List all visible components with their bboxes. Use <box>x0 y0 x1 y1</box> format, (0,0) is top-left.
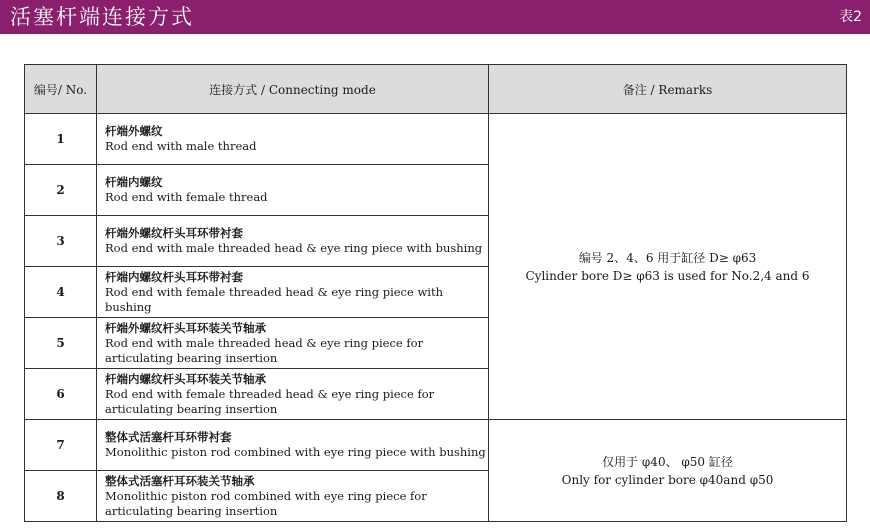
title-banner <box>0 0 870 34</box>
row-number: 2 <box>25 165 97 216</box>
row-number: 6 <box>25 369 97 420</box>
row-number: 7 <box>25 420 97 471</box>
header-mode: 连接方式 / Connecting mode <box>97 65 489 114</box>
mode-zh: 整体式活塞杆耳环带衬套 <box>105 430 232 444</box>
remark-zh: 编号 2、4、6 用于缸径 D≥ φ63 <box>578 250 757 265</box>
row-mode <box>97 471 489 522</box>
remark-zh: 仅用于 φ40、 φ50 缸径 <box>602 454 733 469</box>
mode-zh: 杆端外螺纹杆头耳环装关节轴承 <box>105 320 266 335</box>
mode-en: Rod end with female threaded head & eye ring piece for articulating bearing insertion <box>105 386 435 416</box>
row-mode <box>97 216 489 267</box>
mode-zh: 杆端外螺纹杆头耳环带衬套 <box>105 226 243 240</box>
table-tag: 表2 <box>839 9 862 25</box>
remark-cell <box>489 114 847 420</box>
row-mode <box>97 114 489 165</box>
mode-zh: 杆端内螺纹 <box>105 175 163 189</box>
header-row <box>25 65 847 114</box>
row-number: 3 <box>25 216 97 267</box>
remark-en: Cylinder bore D≥ φ63 is used for No.2,4 and 6 <box>525 268 810 283</box>
connection-mode-table <box>24 64 847 522</box>
mode-zh: 杆端内螺纹杆头耳环装关节轴承 <box>105 371 266 386</box>
mode-en: Rod end with male threaded head & eye ring piece with bushing <box>105 241 483 255</box>
row-number: 8 <box>25 471 97 522</box>
mode-en: Rod end with male threaded head & eye ring piece for articulating bearing insertion <box>105 335 424 365</box>
mode-zh: 杆端内螺纹杆头耳环带衬套 <box>105 269 243 284</box>
banner-title: 活塞杆端连接方式 <box>10 5 194 29</box>
mode-zh: 整体式活塞杆耳环装关节轴承 <box>105 473 255 488</box>
mode-en: Monolithic piston rod combined with eye ring piece with bushing <box>105 445 486 459</box>
header-no: 编号/ No. <box>25 65 97 114</box>
row-number: 1 <box>25 114 97 165</box>
mode-zh: 杆端外螺纹 <box>105 124 163 138</box>
row-mode <box>97 267 489 318</box>
remark-cell <box>489 420 847 522</box>
table-row <box>25 114 847 165</box>
mode-en: Rod end with female thread <box>105 190 268 204</box>
mode-en: Monolithic piston rod combined with eye ring piece for articulating bearing insertion <box>105 488 427 518</box>
row-mode <box>97 369 489 420</box>
remark-en: Only for cylinder bore φ40and φ50 <box>561 472 774 487</box>
row-number: 5 <box>25 318 97 369</box>
table-row <box>25 420 847 471</box>
row-mode <box>97 165 489 216</box>
row-number: 4 <box>25 267 97 318</box>
mode-en: Rod end with female threaded head & eye ring piece with bushing <box>105 284 444 314</box>
row-mode <box>97 318 489 369</box>
mode-en: Rod end with male thread <box>105 139 257 153</box>
row-mode <box>97 420 489 471</box>
header-remarks: 备注 / Remarks <box>489 65 847 114</box>
